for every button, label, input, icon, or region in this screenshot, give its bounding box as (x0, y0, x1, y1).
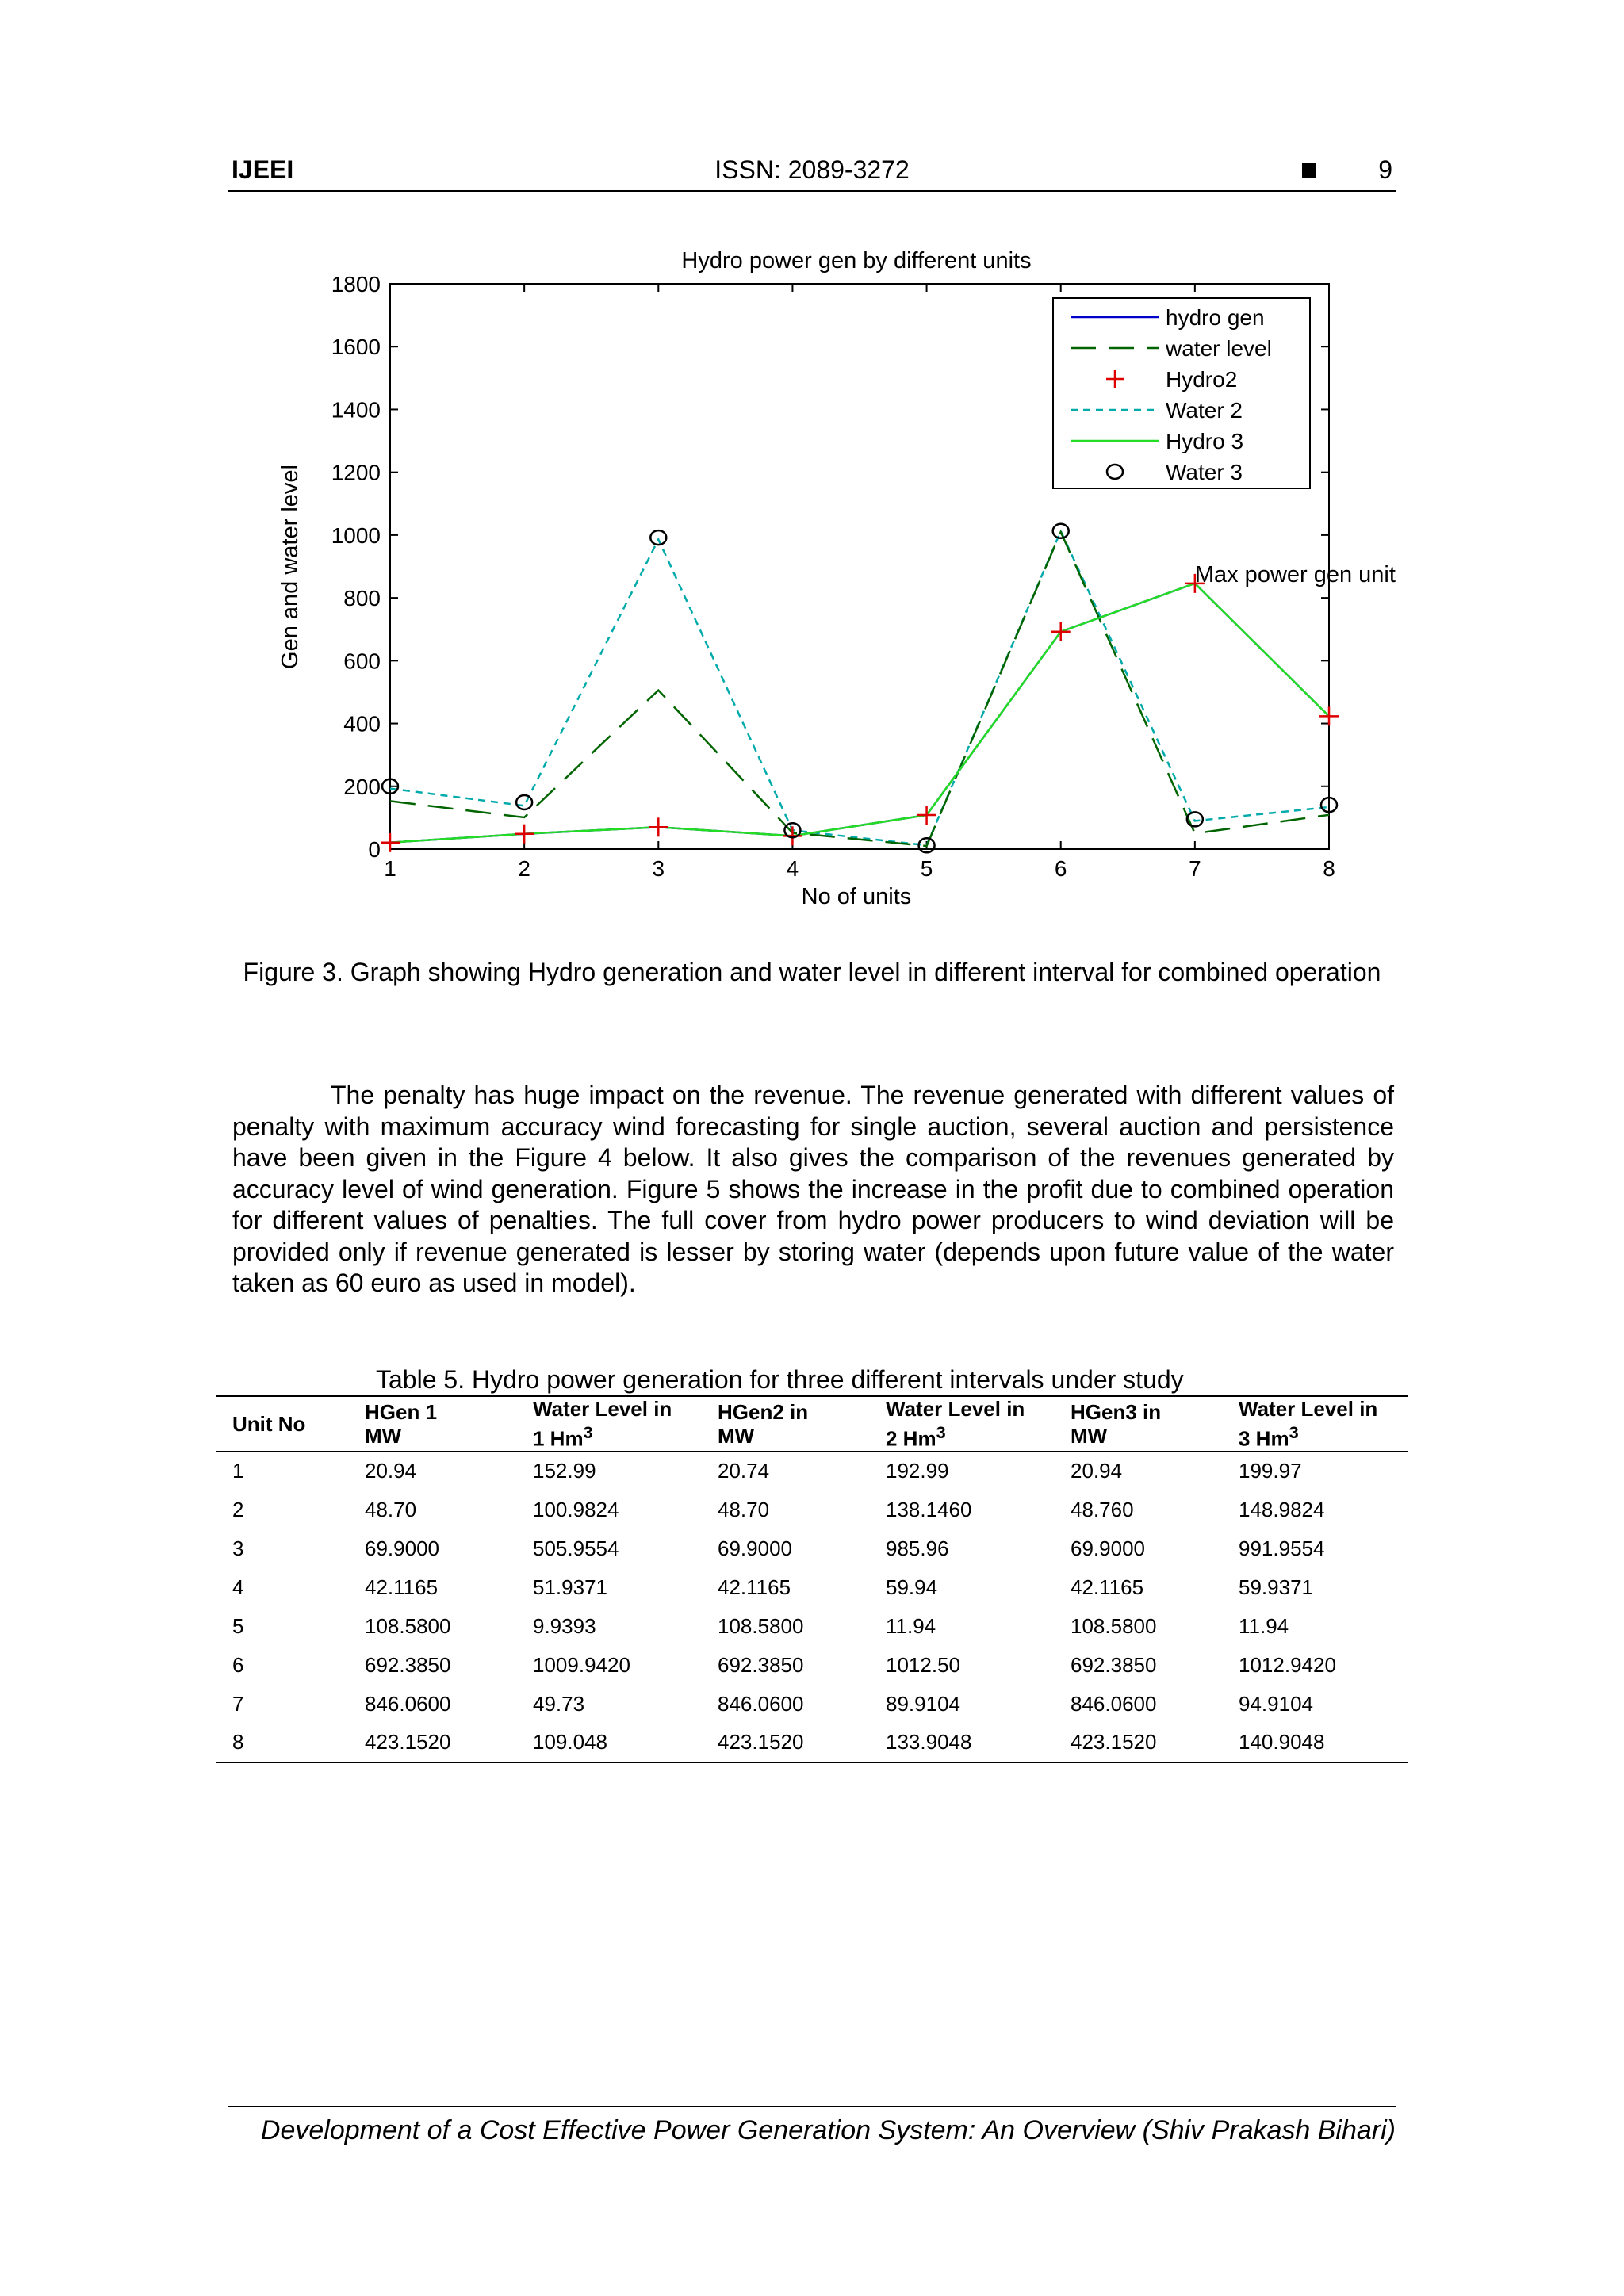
chart-xlabel: No of units (801, 884, 912, 909)
table-cell: 692.3850 (718, 1652, 804, 1677)
table-cell: 846.0600 (365, 1691, 451, 1716)
table-cell: 4 (232, 1575, 244, 1599)
y-tick-label: 400 (343, 711, 381, 737)
table-cell: 152.99 (533, 1459, 596, 1483)
table-cell: 59.94 (886, 1575, 938, 1599)
table-cell: 1 (232, 1459, 244, 1483)
table-cell: 985.96 (886, 1536, 949, 1560)
header-water-level-2: Water Level in 2 Hm$^3$ (886, 1397, 1025, 1451)
issn: ISSN: 2089-3272 (714, 155, 910, 184)
table-row (216, 1646, 1408, 1685)
table-cell: 89.9104 (886, 1691, 960, 1716)
table-cell: 108.5800 (718, 1613, 804, 1638)
x-tick-label: 4 (786, 856, 799, 881)
table-cell: 48.760 (1071, 1497, 1134, 1521)
table-cell: 991.9554 (1239, 1536, 1325, 1560)
table-cell: 69.9000 (718, 1536, 792, 1560)
table-cell: 199.97 (1239, 1459, 1302, 1483)
table-cell: 3 (232, 1536, 244, 1560)
table-cell: 59.9371 (1239, 1575, 1313, 1599)
x-tick-label: 3 (652, 856, 665, 881)
table-cell: 20.94 (1071, 1459, 1123, 1483)
page-footer (228, 2106, 1396, 2146)
x-tick-label: 7 (1189, 856, 1201, 881)
table-cell: 846.0600 (1071, 1691, 1157, 1716)
table-cell: 1012.50 (886, 1652, 960, 1677)
table-cell: 7 (232, 1691, 244, 1716)
table-cell: 20.74 (718, 1459, 770, 1483)
journal-name: IJEEI (232, 155, 294, 184)
table-row (216, 1529, 1408, 1568)
table-cell: 692.3850 (365, 1652, 451, 1677)
series-line-hydro-3 (390, 584, 1329, 843)
table-cell: 42.1165 (1071, 1575, 1144, 1599)
hydro-table (216, 1395, 1408, 1763)
header-hgen2: HGen2 in MW (718, 1399, 809, 1448)
table-cell: 51.9371 (533, 1575, 607, 1599)
legend-label: Hydro2 (1166, 367, 1238, 392)
table-cell: 20.94 (365, 1459, 417, 1483)
x-tick-label: 6 (1054, 856, 1067, 881)
table-row (216, 1685, 1408, 1724)
page-number: 9 (1378, 155, 1392, 184)
plot-area (331, 272, 1396, 881)
x-tick-label: 2 (518, 856, 530, 881)
y-tick-label: 1800 (331, 272, 381, 297)
table-row (216, 1568, 1408, 1607)
table-cell: 140.9048 (1239, 1730, 1325, 1755)
hydro-gen-chart (262, 238, 1451, 920)
y-tick-label: 1400 (331, 397, 381, 423)
table-caption: Table 5. Hydro power generation for three different intervals under study (376, 1365, 1184, 1394)
legend-label: Water 3 (1166, 460, 1243, 484)
x-tick-label: 5 (920, 856, 933, 881)
table-cell: 100.9824 (533, 1497, 619, 1521)
table-cell: 8 (232, 1730, 244, 1755)
table-cell: 9.9393 (533, 1613, 596, 1638)
table-cell: 423.1520 (1071, 1730, 1157, 1755)
square-bullet-icon (1302, 163, 1316, 178)
table-cell: 11.94 (1239, 1613, 1289, 1638)
table-cell: 1009.9420 (533, 1652, 630, 1677)
table-cell: 42.1165 (718, 1575, 791, 1599)
water3-marker (516, 795, 532, 809)
table-cell: 49.73 (533, 1691, 585, 1716)
table-cell: 138.1460 (886, 1497, 972, 1521)
table-cell: 846.0600 (718, 1691, 804, 1716)
table-cell: 133.9048 (886, 1730, 972, 1755)
table-cell: 423.1520 (718, 1730, 804, 1755)
table-cell: 108.5800 (1071, 1613, 1157, 1638)
chart-title: Hydro power gen by different units (681, 248, 1032, 274)
header-water-level-1: Water Level in 1 Hm$^3$ (533, 1397, 672, 1451)
annotation-max-power: Max power gen unit (1194, 561, 1396, 587)
header-water-level-3: Water Level in 3 Hm$^3$ (1239, 1397, 1378, 1451)
legend-label: hydro gen (1166, 305, 1265, 330)
table-body (216, 1452, 1408, 1762)
table-cell: 69.9000 (1071, 1536, 1145, 1560)
table-cell: 94.9104 (1239, 1691, 1313, 1716)
y-tick-label: 1600 (331, 335, 381, 360)
figure-caption: Figure 3. Graph showing Hydro generation and water level in different interval for combined operation (243, 958, 1381, 986)
table-cell: 192.99 (886, 1459, 949, 1483)
legend-label: water level (1166, 336, 1272, 361)
table-cell: 109.048 (533, 1730, 607, 1755)
y-tick-label: 800 (343, 586, 381, 611)
y-tick-label: 600 (343, 649, 381, 674)
header-hgen3: HGen3 in MW (1071, 1399, 1162, 1448)
header-hgen1: HGen 1 MW (365, 1399, 438, 1448)
table-row (216, 1724, 1408, 1762)
legend-label: Water 2 (1166, 398, 1243, 423)
table-cell: 692.3850 (1071, 1652, 1157, 1677)
table-cell: 148.9824 (1239, 1497, 1325, 1521)
legend-label: Hydro 3 (1166, 429, 1244, 453)
table-row (216, 1452, 1408, 1490)
x-tick-label: 8 (1323, 856, 1335, 881)
table-cell: 2 (232, 1497, 244, 1521)
table-header-row (216, 1396, 1408, 1452)
y-tick-label: 1200 (331, 460, 381, 485)
table-cell: 5 (232, 1613, 244, 1638)
table-cell: 1012.9420 (1239, 1652, 1336, 1677)
table-cell: 69.9000 (365, 1536, 439, 1560)
footer-text: Development of a Cost Effective Power Generation System: An Overview (Shiv Prakash Bihari) (260, 2115, 1396, 2145)
table-cell: 11.94 (886, 1613, 936, 1638)
y-tick-label: 200 (343, 774, 381, 799)
table-cell: 42.1165 (365, 1575, 439, 1599)
table-cell: 48.70 (718, 1497, 770, 1521)
table-row (216, 1490, 1408, 1529)
chart-ylabel: Gen and water level (278, 465, 303, 669)
table-cell: 48.70 (365, 1497, 417, 1521)
y-tick-label: 0 (368, 837, 381, 862)
page-header (228, 151, 1396, 192)
body-paragraph: The penalty has huge impact on the revenue. The revenue generated with different values of penalty with maximum accuracy wind forecasting for single auction, several auction and persistence have been given in the Figure 4 below. It also gives the comparison of the revenues generated by accuracy level of wind generation. Figure 5 shows the increase in the profit due to combined operation for different values of penalties. The full cover from hydro power producers to wind deviation will be provided only if revenue generated is lesser by storing water (depends upon future value of the water taken as 60 euro as used in model). (232, 1081, 1394, 1297)
y-tick-label: 1000 (331, 522, 381, 548)
table-cell: 505.9554 (533, 1536, 619, 1560)
table-cell: 108.5800 (365, 1613, 451, 1638)
header-unit-no: Unit No (232, 1411, 306, 1436)
x-tick-label: 1 (384, 856, 396, 881)
table-cell: 423.1520 (365, 1730, 451, 1755)
table-row (216, 1607, 1408, 1646)
table-cell: 6 (232, 1652, 244, 1677)
series-line-hydro-gen (390, 584, 1329, 843)
